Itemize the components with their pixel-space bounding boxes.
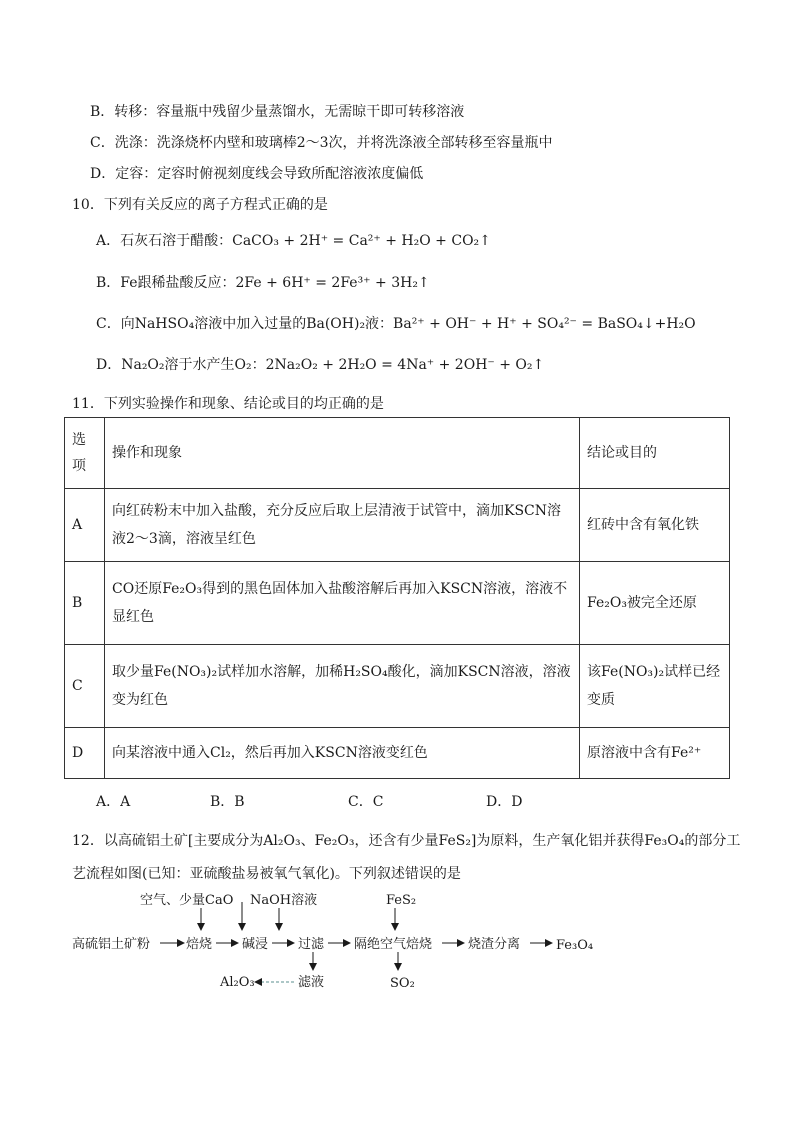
q11-choice-b: B．B — [210, 794, 245, 810]
flow-step-roast: 焙烧 — [186, 937, 213, 952]
q10-option-b: B．Fe跟稀盐酸反应：2Fe + 6H⁺ = 2Fe³⁺ + 3H₂↑ — [96, 275, 430, 291]
header-option: 选项 — [65, 418, 105, 489]
header-conclusion: 结论或目的 — [580, 418, 730, 489]
q12-stem-line1: 12．以高硫铝土矿[主要成分为Al₂O₃、Fe₂O₃，还含有少量FeS₂]为原料，生产氧化铝并获得Fe₃O₄的部分工 — [72, 833, 741, 849]
q9-option-d: D．定容：定容时俯视刻度线会导致所配溶液浓度偏低 — [90, 166, 424, 182]
row-operation: 向红砖粉末中加入盐酸，充分反应后取上层清液于试管中，滴加KSCN溶液2～3滴，溶液呈红色 — [105, 489, 580, 562]
flow-step-anaerobic-roast: 隔绝空气焙烧 — [354, 937, 433, 952]
q12-stem-line2: 艺流程如图(已知：亚硫酸盐易被氧气氧化)。下列叙述错误的是 — [72, 866, 461, 882]
row-option: C — [65, 645, 105, 728]
q10-option-d: D．Na₂O₂溶于水产生O₂：2Na₂O₂ + 2H₂O = 4Na⁺ + 2OH⁻ + O₂↑ — [96, 357, 545, 373]
table-row — [65, 562, 730, 645]
flow-step-separation: 烧渣分离 — [468, 937, 521, 952]
q11-table — [64, 417, 730, 779]
q11-stem: 11．下列实验操作和现象、结论或目的均正确的是 — [72, 396, 384, 412]
q11-choice-c: C．C — [348, 794, 384, 810]
row-operation: 取少量Fe(NO₃)₂试样加水溶解，加稀H₂SO₄酸化，滴加KSCN溶液，溶液变为红色 — [105, 645, 580, 728]
flow-step-ore: 高硫铝土矿粉 — [72, 937, 151, 952]
flow-product-so2: SO₂ — [390, 976, 415, 991]
process-flow-diagram — [72, 888, 632, 998]
flow-additive-fes2: FeS₂ — [386, 893, 417, 908]
table-row — [65, 645, 730, 728]
q11-choice-d: D．D — [486, 794, 523, 810]
row-conclusion: 原溶液中含有Fe²⁺ — [580, 728, 730, 779]
flow-product-fe3o4: Fe₃O₄ — [556, 938, 594, 953]
flow-step-alkali-leach: 碱浸 — [242, 937, 269, 952]
q9-option-b: B．转移：容量瓶中残留少量蒸馏水，无需晾干即可转移溶液 — [90, 104, 465, 120]
row-conclusion: 红砖中含有氧化铁 — [580, 489, 730, 562]
header-operation: 操作和现象 — [105, 418, 580, 489]
row-option: D — [65, 728, 105, 779]
q9-option-c: C．洗涤：洗涤烧杯内壁和玻璃棒2～3次，并将洗涤液全部转移至容量瓶中 — [90, 135, 553, 151]
table-header-row — [65, 418, 730, 489]
q10-stem: 10．下列有关反应的离子方程式正确的是 — [72, 197, 328, 213]
table-row — [65, 489, 730, 562]
table-row — [65, 728, 730, 779]
q10-option-c: C．向NaHSO₄溶液中加入过量的Ba(OH)₂液：Ba²⁺ + OH⁻ + H⁺ + SO₄²⁻ = BaSO₄↓+H₂O — [96, 316, 696, 332]
row-option: B — [65, 562, 105, 645]
flow-step-filter: 过滤 — [298, 937, 325, 952]
q11-choice-a: A．A — [96, 794, 131, 810]
flow-additive-naoh: NaOH溶液 — [250, 893, 318, 908]
q10-option-a: A．石灰石溶于醋酸：CaCO₃ + 2H⁺ = Ca²⁺ + H₂O + CO₂↑ — [96, 233, 491, 249]
flow-filtrate: 滤液 — [298, 975, 325, 990]
row-operation: 向某溶液中通入Cl₂，然后再加入KSCN溶液变红色 — [105, 728, 580, 779]
row-conclusion: Fe₂O₃被完全还原 — [580, 562, 730, 645]
row-conclusion: 该Fe(NO₃)₂试样已经变质 — [580, 645, 730, 728]
flow-product-al2o3: Al₂O₃ — [220, 975, 255, 990]
row-operation: CO还原Fe₂O₃得到的黑色固体加入盐酸溶解后再加入KSCN溶液，溶液不显红色 — [105, 562, 580, 645]
flow-additive-air-cao: 空气、少量CaO — [140, 893, 234, 908]
row-option: A — [65, 489, 105, 562]
